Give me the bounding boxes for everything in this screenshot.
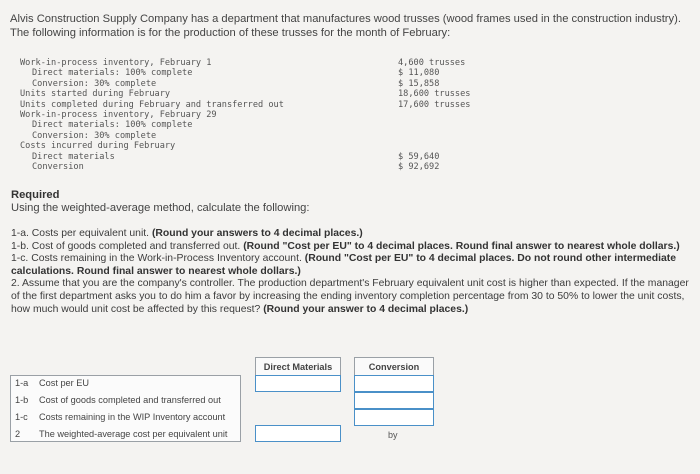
input-1a-direct-materials[interactable]: [255, 375, 341, 392]
by-label: by: [388, 430, 398, 440]
data-row-value: $ 92,692: [398, 162, 440, 172]
data-row-label: Conversion: 30% complete: [32, 130, 157, 141]
row-code-2: 2: [15, 429, 21, 439]
data-row-value: 17,600 trusses: [398, 99, 471, 110]
header-conversion: Conversion: [368, 362, 420, 372]
row-code-1a: 1-a: [15, 378, 29, 388]
data-row-label: Costs incurred during February: [20, 141, 176, 152]
row-label-1b: Cost of goods completed and transferred out: [39, 395, 221, 405]
data-row-label: Direct materials: 100% complete: [32, 120, 193, 131]
data-row-label: Direct materials: 100% complete: [32, 68, 193, 79]
data-row-label: Work-in-process inventory, February 1: [20, 58, 212, 68]
row-code-1c: 1-c: [15, 412, 28, 422]
question-2: 2. Assume that you are the company's controller. The production department's February equivalent unit cost is higher than expected. If the manager of the first department asks you to do him a favor by increasing the ending inventory completion percentage from 30 to 50% to lower the unit costs, how much would unit cost be affected by this request? (Round your answer to 4 decimal places.): [11, 278, 689, 315]
questions-list: [11, 228, 691, 316]
data-row-value: $ 11,080: [398, 68, 440, 79]
question-1b: 1-b. Cost of goods completed and transferred out. (Round "Cost per EU" to 4 decimal places. Round final answer to nearest whole dollars.): [11, 240, 680, 252]
row-label-1a: Cost per EU: [39, 378, 90, 388]
data-row-value: 4,600 trusses: [398, 58, 466, 68]
question-1c: 1-c. Costs remaining in the Work-in-Process Inventory account. (Round "Cost per EU" to 4 decimal places. Do not round other intermediate calculations. Round final answer to nearest whole dollars.): [11, 253, 677, 277]
data-row-label: Work-in-process inventory, February 29: [20, 110, 217, 120]
data-row-label: Direct materials: [32, 151, 115, 162]
problem-intro: Alvis Construction Supply Company has a department that manufactures wood trusses (wood frames used in the construction industry). The following information is for the production of these trusses for the month of February:: [10, 13, 681, 39]
data-row-value: $ 59,640: [398, 151, 440, 162]
question-1a: 1-a. Costs per equivalent unit. (Round your answers to 4 decimal places.): [11, 228, 363, 239]
header-direct-materials: Direct Materials: [263, 362, 333, 372]
required-heading: Required: [11, 189, 60, 201]
required-instructions: Using the weighted-average method, calculate the following:: [11, 202, 310, 214]
data-row-value: $ 15,858: [398, 78, 440, 89]
data-row-label: Conversion: [32, 162, 84, 172]
row-label-1c: Costs remaining in the WIP Inventory account: [39, 412, 226, 422]
data-row-label: Units started during February: [20, 89, 171, 100]
input-1a-conversion[interactable]: [354, 375, 434, 392]
row-code-1b: 1-b: [15, 395, 29, 405]
input-1b-conversion[interactable]: [354, 392, 434, 409]
data-row-label: Conversion: 30% complete: [32, 78, 157, 89]
data-row-value: 18,600 trusses: [398, 89, 471, 100]
row-label-2: The weighted-average cost per equivalent unit: [39, 429, 228, 439]
input-1c-conversion[interactable]: [354, 409, 434, 426]
input-2-direct-materials[interactable]: [255, 425, 341, 442]
data-row-label: Units completed during February and transferred out: [20, 99, 284, 110]
